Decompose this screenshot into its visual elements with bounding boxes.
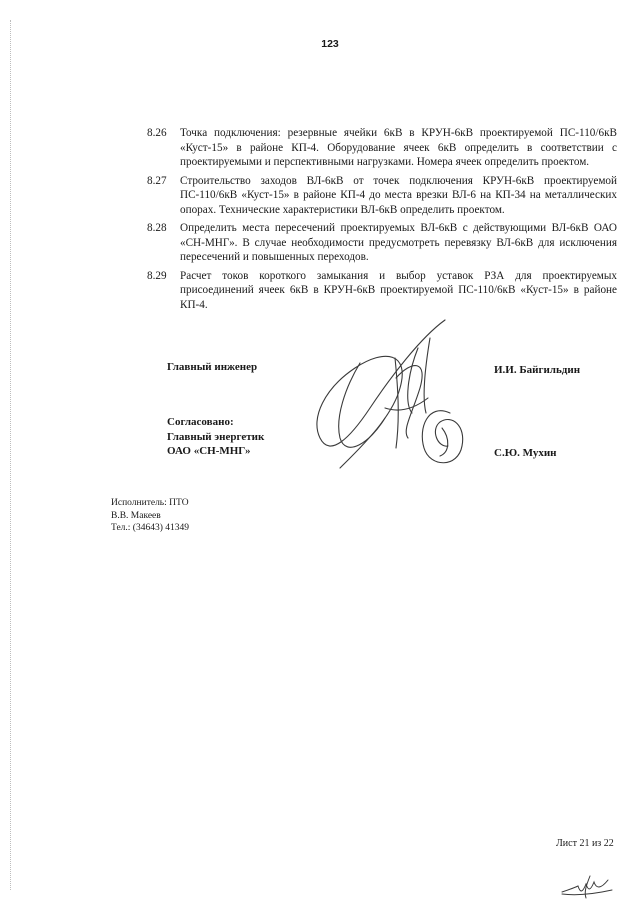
item-number: 8.28 [147,222,167,234]
requirements-list [147,126,617,316]
item-text: Определить места пересечений проектируемых ВЛ-6кВ с действующими ВЛ-6кВ ОАО «СН-МНГ». В случае необходимости предусмотреть перевязку ВЛ-6кВ для исключения пересечений и повышенных переходов. [180,222,617,263]
list-item [147,221,617,265]
item-text: Строительство заходов ВЛ-6кВ от точек подключения КРУН-6кВ проектируемой ПС-110/6кВ «Куст-15» в районе КП-4 до места врезки ВЛ-6 на КП-34 на металлических опорах. Технические характеристики ВЛ-6кВ определить проектом. [180,174,617,216]
page-number: 123 [321,38,339,50]
item-number: 8.29 [147,269,167,282]
approval-block [167,415,264,459]
list-item [147,174,617,218]
item-number: 8.27 [147,174,167,187]
initials-mark [560,872,615,900]
item-text: Расчет токов короткого замыкания и выбор уставок РЗА для проектируемых присоединений ячеек 6кВ в КРУН-6кВ проектируемой ПС-110/6кВ «Куст-15» в районе КП-4. [180,269,617,311]
approver-name: С.Ю. Мухин [494,447,557,459]
executor-phone: Тел.: (34643) 41349 [111,523,189,533]
handwritten-signature [300,318,480,488]
chief-engineer-title: Главный инженер [167,361,258,373]
margin-scan-dots [10,20,12,890]
sheet-counter: Лист 21 из 22 [556,838,614,849]
item-number: 8.26 [147,127,167,139]
executor-info [111,497,189,535]
item-text: Точка подключения: резервные ячейки 6кВ в КРУН-6кВ проектируемой ПС-110/6кВ «Куст-15» в районе КП-4. Оборудование ячеек 6кВ определить в соответствии с проектируемыми и перспективными нагрузками. Номера ячеек определить проектом. [180,127,617,168]
executor-dept: Исполнитель: ПТО [111,498,189,508]
executor-name: В.В. Макеев [111,510,161,521]
approver-title: Главный энергетик [167,430,265,443]
chief-engineer-name: И.И. Байгильдин [494,364,581,376]
approver-org: ОАО «СН-МНГ» [167,445,251,457]
list-item [147,269,617,313]
approval-label: Согласовано: [167,416,234,428]
list-item [147,126,617,170]
